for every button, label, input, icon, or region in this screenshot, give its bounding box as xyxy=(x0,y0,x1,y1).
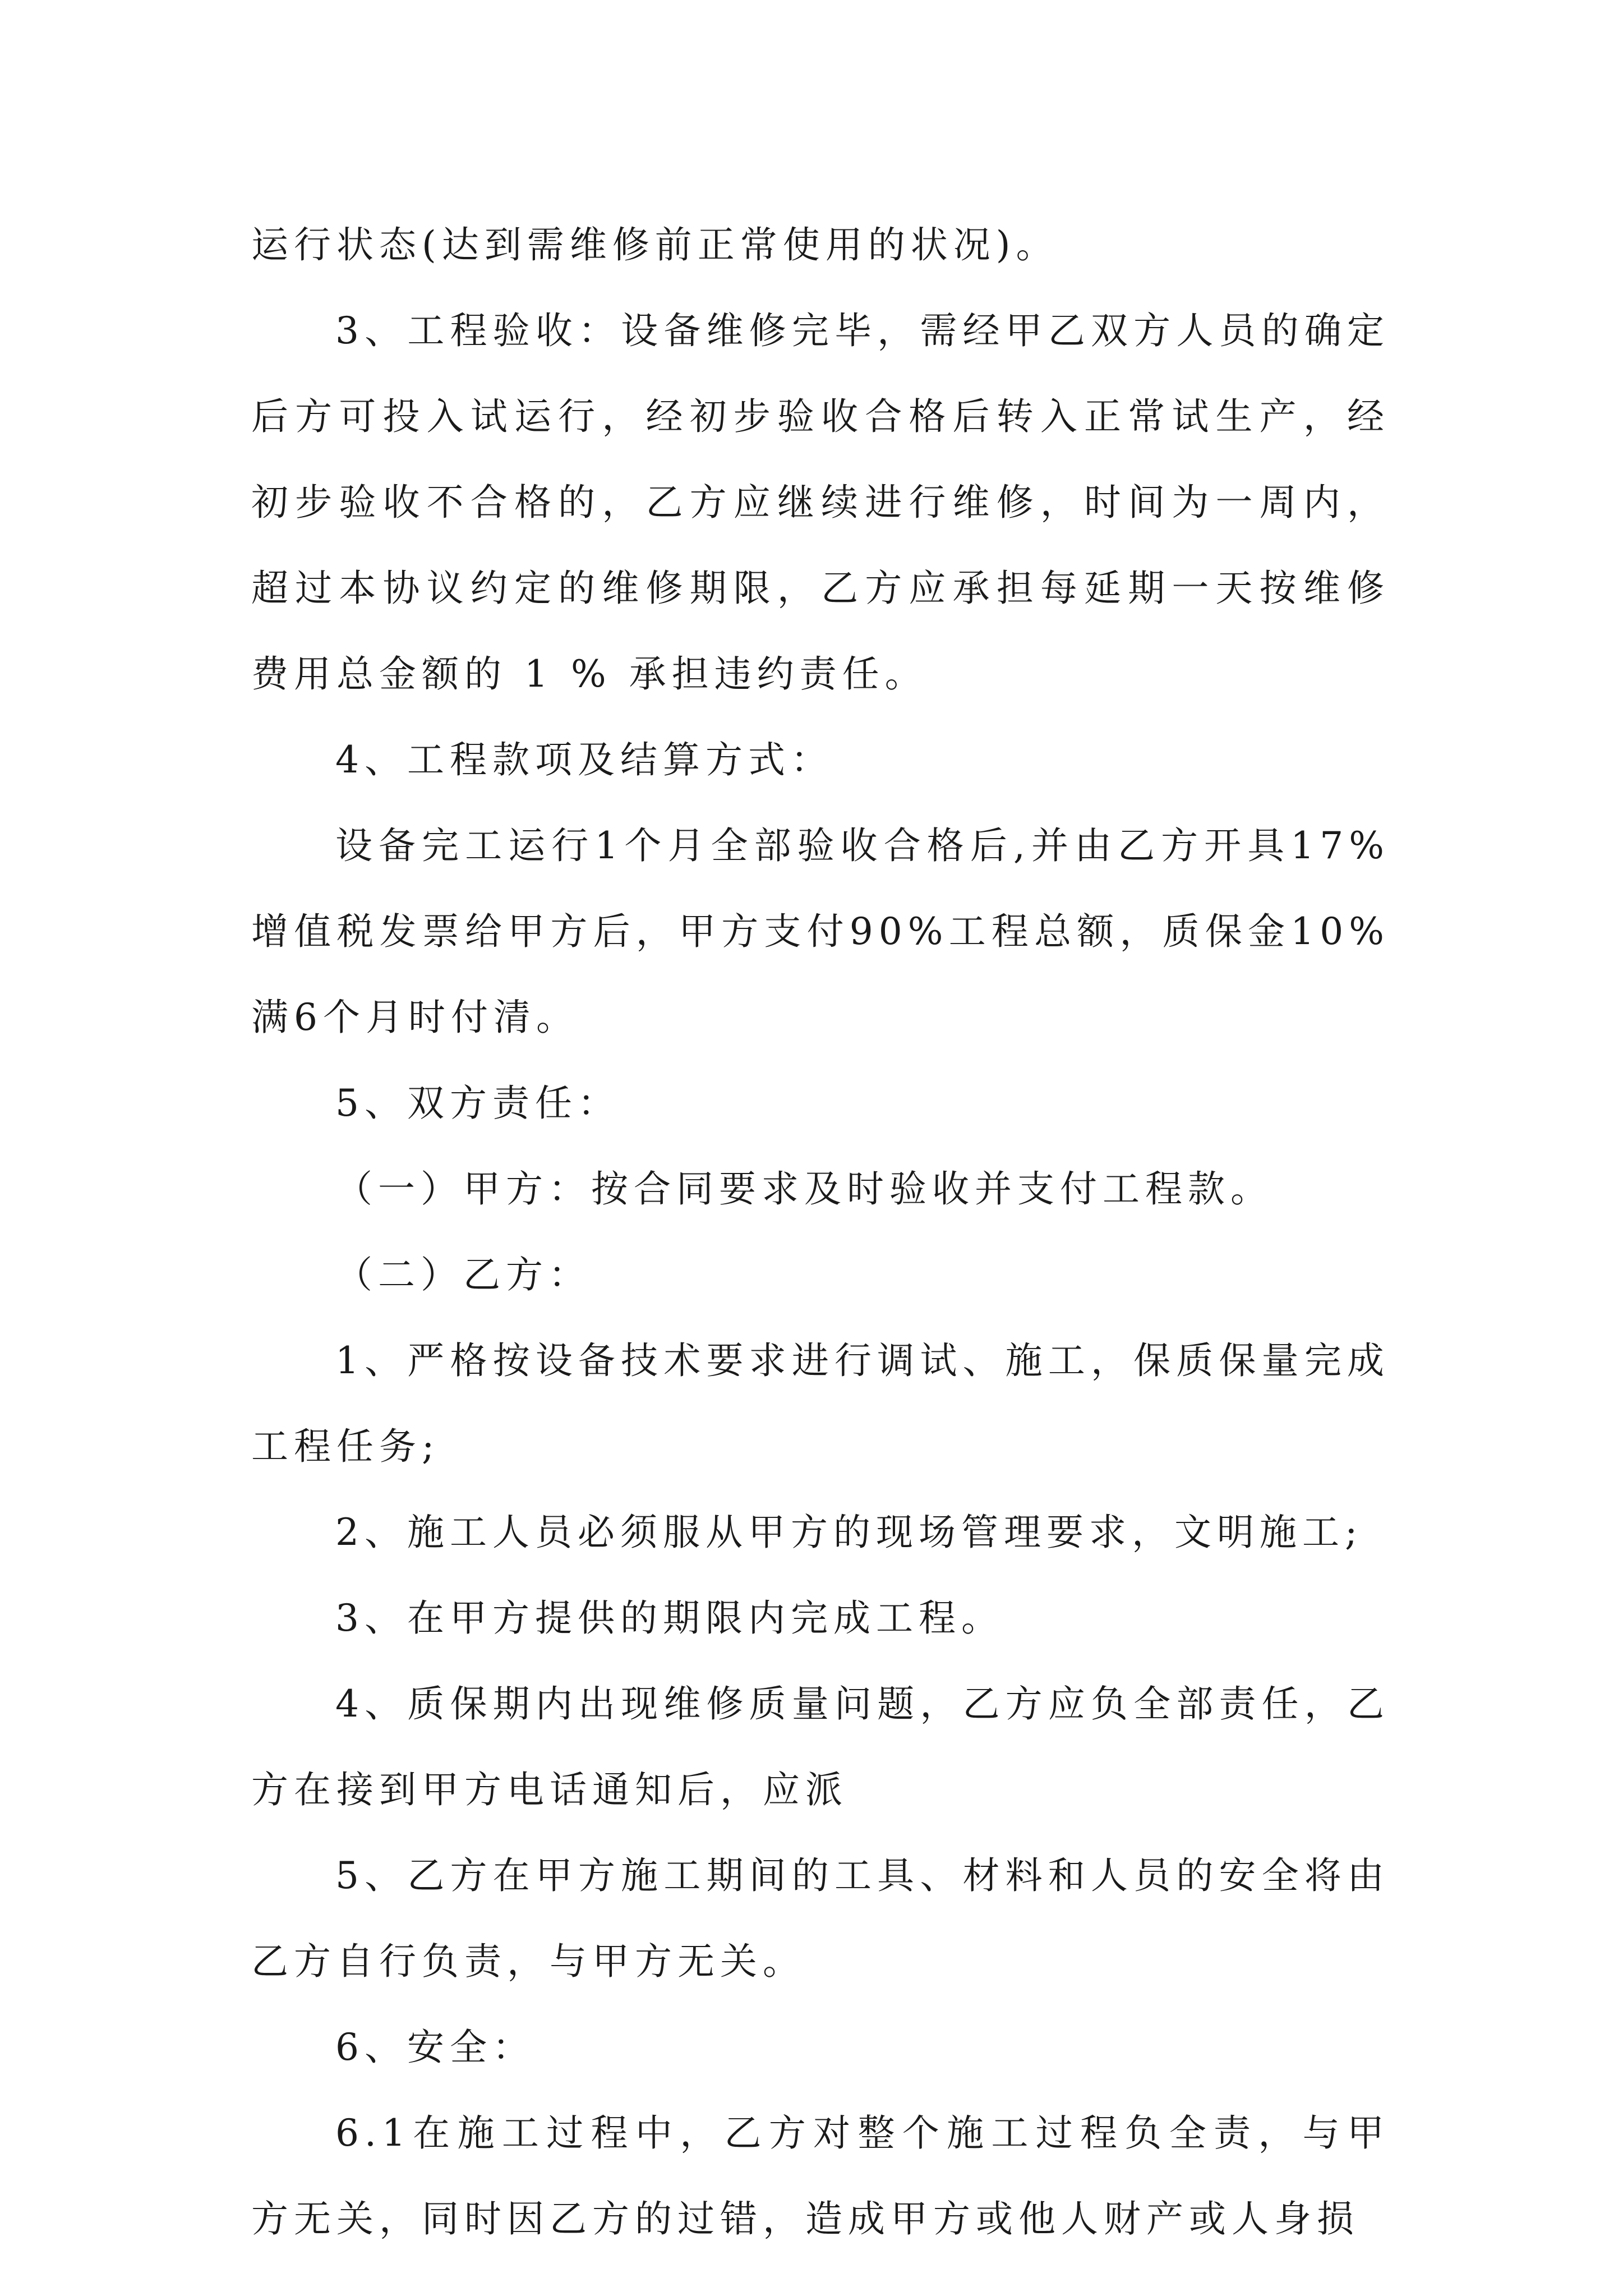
paragraph: 2、施工人员必须服从甲方的现场管理要求，文明施工; xyxy=(335,1511,1363,1554)
paragraph: （一）甲方：按合同要求及时验收并支付工程款。 xyxy=(335,1167,1273,1211)
paragraph: 4、工程款项及结算方式： xyxy=(335,738,833,781)
paragraph: 4、质保期内出现维修质量问题，乙方应负全部责任，乙方在接到甲方电话通知后，应派 xyxy=(251,1682,1390,1811)
paragraph: 3、工程验收：设备维修完毕，需经甲乙双方人员的确定后方可投入试运行，经初步验收合格后转入正常试生产，经初步验收不合格的，乙方应继续进行维修，时间为一周内，超过本协议约定的维修期限，乙方应承担每延期一天按维修费用总金额的 1 % 承担违约责任。 xyxy=(251,309,1390,696)
paragraph: 3、在甲方提供的期限内完成工程。 xyxy=(335,1596,1004,1640)
paragraph: 6.1在施工过程中，乙方对整个施工过程负全责，与甲方无关，同时因乙方的过错，造成甲方或他人财产或人身损 xyxy=(251,2111,1390,2240)
paragraph: 运行状态(达到需维修前正常使用的状况)。 xyxy=(251,223,1059,266)
paragraph: 6、安全： xyxy=(335,2026,535,2069)
paragraph: 设备完工运行1个月全部验收合格后,并由乙方开具17%增值税发票给甲方后，甲方支付90%工程总额，质保金10%满6个月时付清。 xyxy=(251,824,1390,1039)
paragraph: （二）乙方： xyxy=(335,1253,591,1296)
paragraph: 5、乙方在甲方施工期间的工具、材料和人员的安全将由乙方自行负责，与甲方无关。 xyxy=(251,1854,1390,1983)
paragraph: 1、严格按设备技术要求进行调试、施工，保质保量完成工程任务; xyxy=(251,1339,1390,1468)
document-body xyxy=(251,202,1390,2262)
paragraph: 5、双方责任： xyxy=(335,1082,620,1125)
